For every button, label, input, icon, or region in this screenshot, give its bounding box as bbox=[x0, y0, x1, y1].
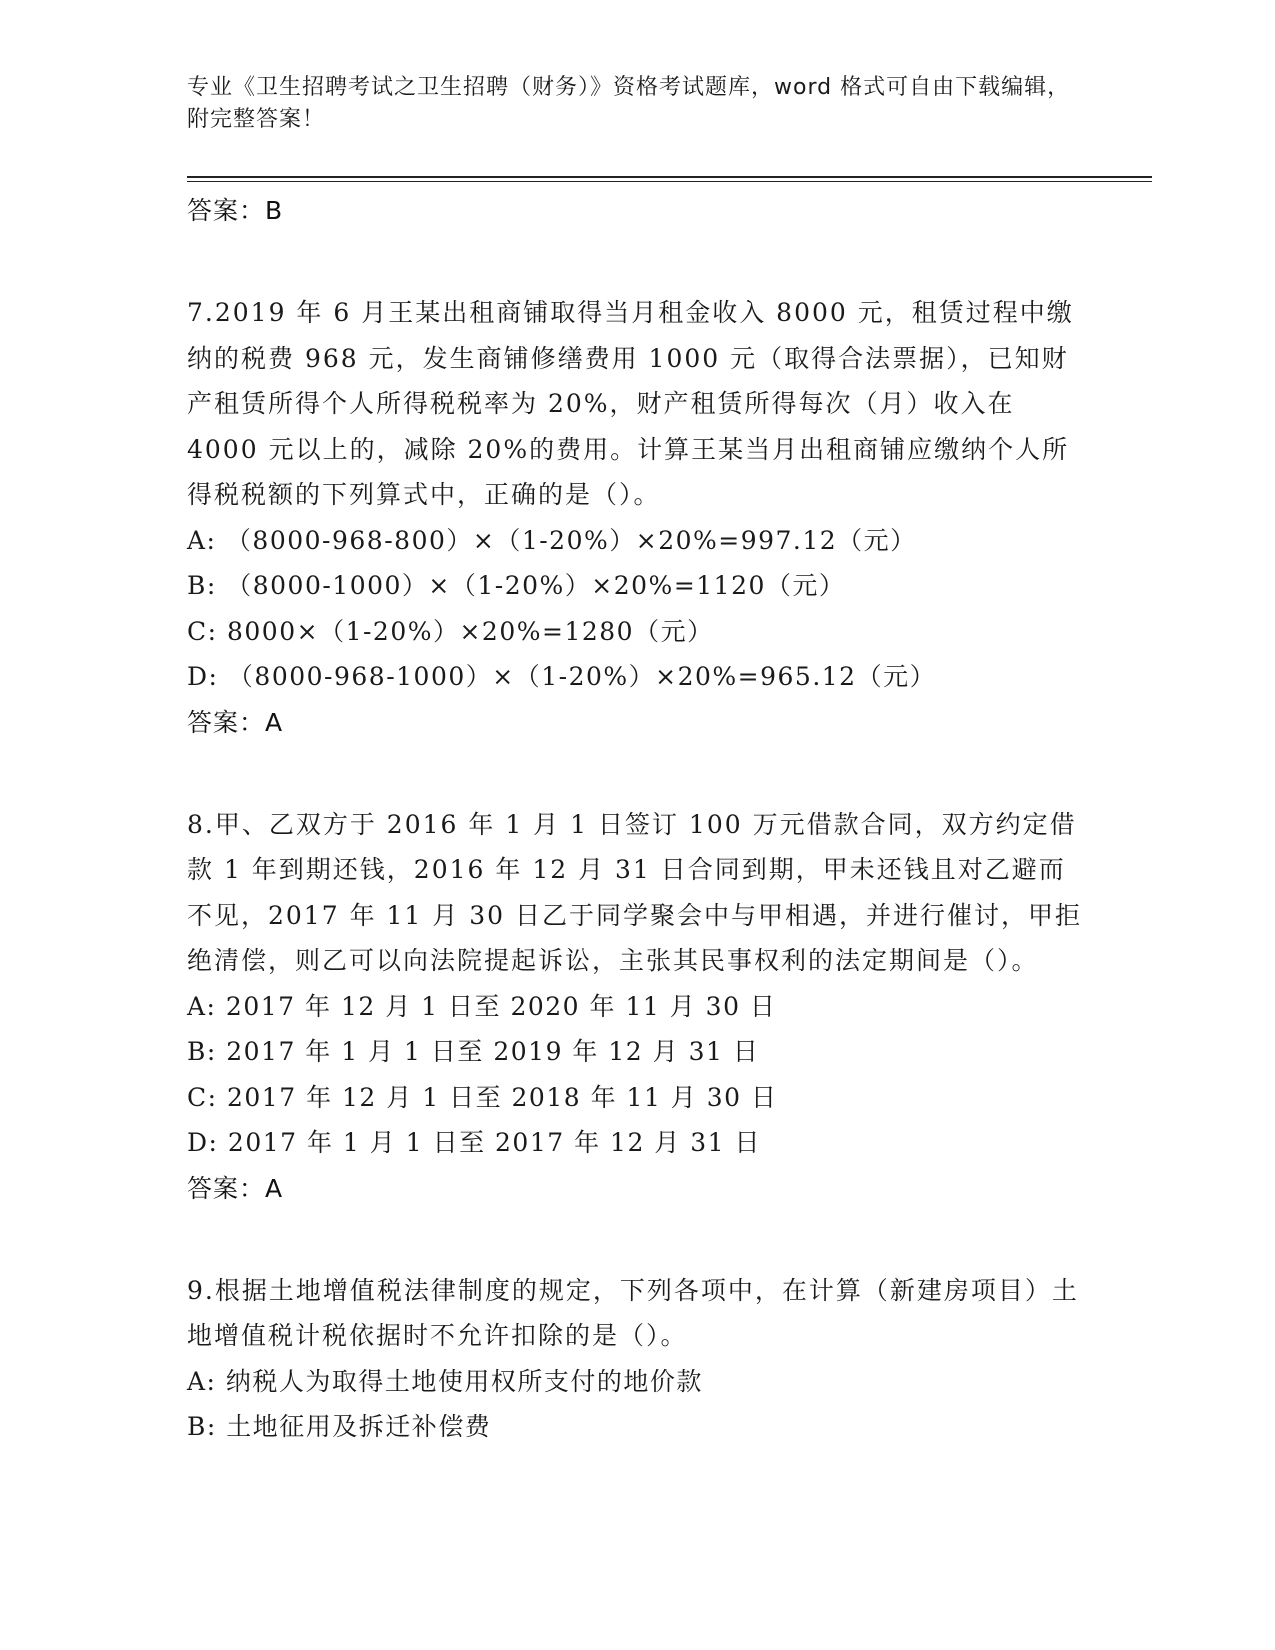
option-b: B: 2017 年 1 月 1 日至 2019 年 12 月 31 日 bbox=[187, 1037, 760, 1066]
option-a: A: 2017 年 12 月 1 日至 2020 年 11 月 30 日 bbox=[187, 991, 777, 1021]
question-stem: 9.根据土地增值税法律制度的规定，下列各项中，在计算（新建房项目）土地增值税计税依据时不允许扣除的是（）。 bbox=[187, 1275, 1079, 1350]
page-header: 专业《卫生招聘考试之卫生招聘（财务）》资格考试题库，word 格式可自由下载编辑，附完整答案！ bbox=[187, 75, 1071, 132]
question-item bbox=[187, 290, 1087, 746]
question-list bbox=[187, 188, 1087, 1450]
option-d: D: 2017 年 1 月 1 日至 2017 年 12 月 31 日 bbox=[187, 1128, 762, 1157]
question-item bbox=[187, 1268, 1087, 1450]
option-c: C: 2017 年 12 月 1 日至 2018 年 11 月 30 日 bbox=[187, 1082, 778, 1112]
header-divider bbox=[187, 176, 1152, 178]
option-c: C: 8000×（1-20%）×20%=1280（元） bbox=[187, 616, 714, 646]
question-stem: 8.甲、乙双方于 2016 年 1 月 1 日签订 100 万元借款合同，双方约定借款 1 年到期还钱，2016 年 12 月 31 日合同到期，甲未还钱且对乙避而不见，2017 年 11 月 30 日乙于同学聚会中与甲相遇，并进行催讨，甲拒绝清偿，则乙可以向法院提起诉讼，主张其民事权利的法定期间是（）。 bbox=[187, 809, 1082, 975]
option-a: A: 纳税人为取得土地使用权所支付的地价款 bbox=[187, 1366, 703, 1396]
option-b: B: 土地征用及拆迁补偿费 bbox=[187, 1412, 492, 1441]
option-d: D: （8000-968-1000）×（1-20%）×20%=965.12（元） bbox=[187, 662, 937, 691]
answer-label: 答案：B bbox=[187, 196, 284, 225]
question-stem: 7.2019 年 6 月王某出租商铺取得当月租金收入 8000 元，租赁过程中缴纳的税费 968 元，发生商铺修缮费用 1000 元（取得合法票据），已知财产租赁所得个人所得税税率为 20%，财产租赁所得每次（月）收入在 4000 元以上的，减除 20%的费用。计算王某当月出租商铺应缴纳个人所得税税额的下列算式中，正确的是（）。 bbox=[187, 298, 1074, 509]
option-a: A: （8000-968-800）×（1-20%）×20%=997.12（元） bbox=[187, 525, 917, 555]
spacer bbox=[187, 234, 1087, 290]
answer-label: 答案：A bbox=[187, 1173, 284, 1203]
spacer bbox=[187, 746, 1087, 802]
spacer bbox=[187, 1212, 1087, 1268]
header-divider-thin bbox=[187, 181, 1152, 182]
answer-label: 答案：A bbox=[187, 707, 284, 737]
question-item bbox=[187, 802, 1087, 1212]
option-b: B: （8000-1000）×（1-20%）×20%=1120（元） bbox=[187, 571, 846, 600]
